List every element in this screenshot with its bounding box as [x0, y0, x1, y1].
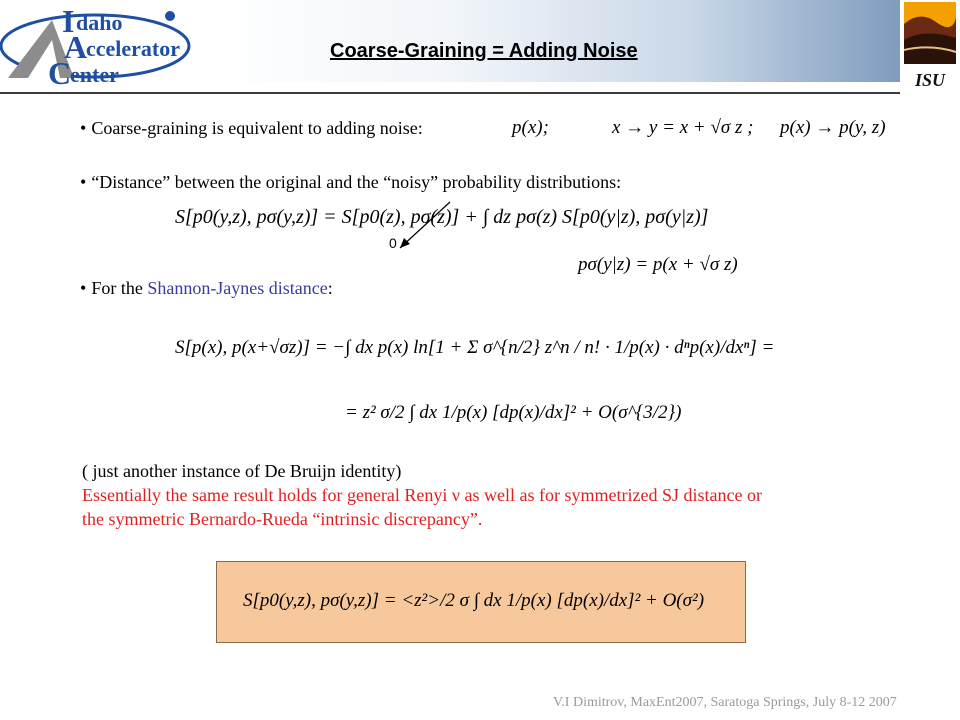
red-text-line-1: Essentially the same result holds for general Renyi ν as well as for symmetrized SJ distance or	[82, 485, 762, 505]
result-box	[216, 561, 746, 643]
isu-label: ISU	[914, 70, 946, 90]
logo-initial-a: A	[64, 29, 88, 65]
logo-text-enter: enter	[70, 62, 119, 87]
bullet-text-3-prefix: For the	[91, 278, 148, 298]
footer-citation: V.I Dimitrov, MaxEnt2007, Saratoga Springs, July 8-12 2007	[553, 695, 897, 710]
equation-distance-decomposition: S[p0(y,z), pσ(y,z)] = S[p0(z), pσ(z)] + ∫ dz pσ(z) S[p0(y|z), pσ(y|z)]	[175, 206, 709, 228]
de-bruijn-note: ( just another instance of De Bruijn identity)	[82, 461, 402, 481]
logo-initial-i: I	[62, 3, 75, 39]
equation-sj-result: = z² σ/2 ∫ dx 1/p(x) [dp(x)/dx]² + O(σ^{3/2})	[345, 402, 682, 423]
slide-title: Coarse-Graining = Adding Noise	[330, 40, 638, 62]
equation-conditional: pσ(y|z) = p(x + √σ z)	[578, 254, 738, 275]
logo-text-daho: daho	[76, 10, 123, 35]
equation-boxed-result: S[p0(y,z), pσ(y,z)] = <z²>/2 σ ∫ dx 1/p(x) [dp(x)/dx]² + O(σ²)	[243, 590, 705, 611]
bullet-coarse-graining: • Coarse-graining is equivalent to adding noise:	[80, 118, 423, 138]
logo-text-ccelerator: ccelerator	[86, 36, 181, 61]
shannon-jaynes-term: Shannon-Jaynes distance	[147, 278, 328, 298]
equation-transform: x → y = x + √σ z ;	[612, 117, 754, 138]
red-text-line-2: the symmetric Bernardo-Rueda “intrinsic discrepancy”.	[82, 509, 483, 529]
bullet-text-1: Coarse-graining is equivalent to adding noise:	[91, 118, 423, 138]
header-divider	[0, 92, 960, 94]
equation-map: p(x) → p(y, z)	[780, 117, 886, 138]
bullet-distance: • “Distance” between the original and the “noisy” probability distributions:	[80, 172, 622, 192]
bullet-shannon-jaynes: • For the Shannon-Jaynes distance:	[80, 278, 333, 298]
idaho-accelerator-center-logo	[0, 0, 210, 92]
isu-logo	[900, 0, 960, 94]
zero-label: 0	[389, 235, 397, 251]
equation-sj-expansion: S[p(x), p(x+√σz)] = −∫ dx p(x) ln[1 + Σ σ^{n/2} z^n / n! · 1/p(x) · dⁿp(x)/dxⁿ] =	[175, 337, 775, 358]
logo-initial-c: C	[48, 55, 72, 91]
equation-px: p(x);	[512, 117, 549, 138]
bullet-text-2: “Distance” between the original and the “noisy” probability distributions:	[91, 172, 622, 192]
bullet-text-3-suffix: :	[327, 278, 333, 298]
